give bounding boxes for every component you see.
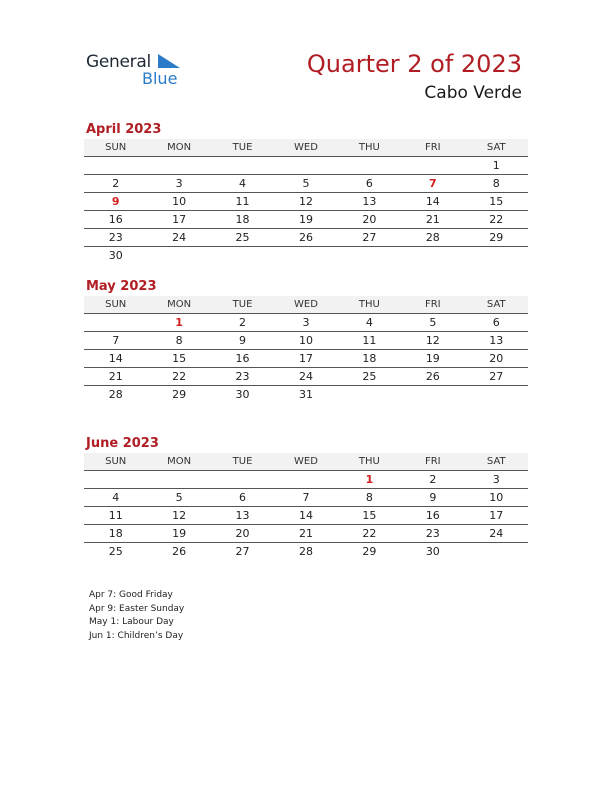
- week-row: [84, 368, 528, 386]
- weekday-label: MON: [147, 139, 210, 157]
- week-row: [84, 543, 528, 561]
- day-cell: 13: [338, 193, 401, 211]
- day-cell: 6: [338, 175, 401, 193]
- day-cell: 12: [274, 193, 337, 211]
- day-cell: 17: [465, 507, 528, 525]
- day-cell: 10: [274, 332, 337, 350]
- day-cell: 22: [338, 525, 401, 543]
- day-cell: 18: [338, 350, 401, 368]
- day-cell: 4: [84, 489, 147, 507]
- day-cell: 19: [147, 525, 210, 543]
- day-cell: [211, 157, 274, 175]
- weekday-label: FRI: [401, 453, 464, 471]
- weekday-label: TUE: [211, 453, 274, 471]
- day-cell: [465, 386, 528, 404]
- day-cell: 15: [465, 193, 528, 211]
- weekday-label: FRI: [401, 139, 464, 157]
- day-cell: 30: [235, 388, 250, 401]
- day-cell: 9: [84, 193, 147, 211]
- day-cell: 23: [84, 229, 147, 247]
- weekday-header-row: [84, 139, 528, 157]
- day-cell: [401, 157, 464, 175]
- day-cell: 18: [84, 525, 147, 543]
- day-cell: 27: [465, 368, 528, 386]
- weekday-label: TUE: [211, 296, 274, 314]
- week-row: [84, 229, 528, 247]
- day-cell: 2: [401, 471, 464, 489]
- calendar-table: [84, 296, 528, 403]
- day-cell: 19: [401, 350, 464, 368]
- day-cell: 24: [147, 229, 210, 247]
- weekday-label: SAT: [465, 139, 528, 157]
- holiday-note: Jun 1: Children’s Day: [89, 630, 184, 641]
- day-cell: 13: [211, 507, 274, 525]
- day-cell: [147, 247, 210, 265]
- day-cell: [84, 157, 147, 175]
- day-cell: [274, 471, 337, 489]
- day-cell: 20: [211, 525, 274, 543]
- day-cell: 27: [338, 229, 401, 247]
- day-cell: 9: [211, 332, 274, 350]
- week-row: [84, 211, 528, 229]
- day-cell: 1: [147, 314, 210, 332]
- day-cell: 25: [338, 368, 401, 386]
- day-cell: 16: [401, 507, 464, 525]
- day-cell: 25: [211, 229, 274, 247]
- calendar-table: [84, 453, 528, 560]
- weekday-label: WED: [274, 453, 337, 471]
- logo-triangle-icon: [158, 54, 180, 68]
- weekday-label: THU: [338, 139, 401, 157]
- weekday-label: SUN: [84, 296, 147, 314]
- quarter-title: Quarter 2 of 2023: [306, 50, 522, 78]
- generalblue-logo: [86, 52, 196, 92]
- calendar-table: [84, 139, 528, 264]
- day-cell: 25: [108, 545, 123, 558]
- day-cell: 20: [338, 211, 401, 229]
- day-cell: 4: [211, 175, 274, 193]
- weekday-label: THU: [338, 296, 401, 314]
- weekday-label: FRI: [401, 296, 464, 314]
- day-cell: 14: [274, 507, 337, 525]
- weekday-header-row: [84, 296, 528, 314]
- day-cell: 2: [211, 314, 274, 332]
- day-cell: 21: [274, 525, 337, 543]
- day-cell: 23: [401, 525, 464, 543]
- day-cell: 7: [274, 489, 337, 507]
- day-cell: 9: [401, 489, 464, 507]
- day-cell: 17: [274, 350, 337, 368]
- month-april: [84, 121, 528, 264]
- week-row: [84, 350, 528, 368]
- day-cell: 4: [338, 314, 401, 332]
- week-row: [84, 247, 528, 265]
- day-cell: [338, 247, 401, 265]
- day-cell: 7: [401, 175, 464, 193]
- day-cell: 23: [211, 368, 274, 386]
- day-cell: 10: [465, 489, 528, 507]
- day-cell: [465, 247, 528, 265]
- day-cell: 10: [147, 193, 210, 211]
- day-cell: 8: [338, 489, 401, 507]
- day-cell: 29: [362, 545, 377, 558]
- day-cell: 11: [338, 332, 401, 350]
- day-cell: [338, 157, 401, 175]
- day-cell: 5: [401, 314, 464, 332]
- week-row: [84, 314, 528, 332]
- weekday-label: SAT: [465, 453, 528, 471]
- day-cell: 3: [465, 471, 528, 489]
- day-cell: 5: [147, 489, 210, 507]
- day-cell: 1: [465, 157, 528, 175]
- day-cell: 30: [425, 545, 440, 558]
- week-row: [84, 507, 528, 525]
- day-cell: [84, 314, 147, 332]
- day-cell: 8: [465, 175, 528, 193]
- holiday-notes: [89, 589, 184, 643]
- weekday-label: WED: [274, 296, 337, 314]
- week-row: [84, 157, 528, 175]
- day-cell: 16: [84, 211, 147, 229]
- day-cell: 29: [465, 229, 528, 247]
- day-cell: 6: [211, 489, 274, 507]
- month-june: [84, 435, 528, 560]
- weekday-label: MON: [147, 453, 210, 471]
- day-cell: 17: [147, 211, 210, 229]
- day-cell: 18: [211, 211, 274, 229]
- day-cell: 22: [465, 211, 528, 229]
- day-cell: 5: [274, 175, 337, 193]
- day-cell: 15: [147, 350, 210, 368]
- day-cell: [465, 543, 528, 561]
- weekday-label: SUN: [84, 453, 147, 471]
- day-cell: 30: [108, 249, 123, 262]
- day-cell: 3: [274, 314, 337, 332]
- day-cell: 12: [401, 332, 464, 350]
- day-cell: [147, 157, 210, 175]
- day-cell: 26: [401, 368, 464, 386]
- logo-word-general: General: [86, 52, 151, 72]
- weekday-label: MON: [147, 296, 210, 314]
- day-cell: [338, 386, 401, 404]
- day-cell: 6: [465, 314, 528, 332]
- day-cell: 26: [274, 229, 337, 247]
- day-cell: 20: [465, 350, 528, 368]
- day-cell: 24: [274, 368, 337, 386]
- day-cell: 24: [465, 525, 528, 543]
- holiday-note: Apr 9: Easter Sunday: [89, 603, 185, 614]
- weekday-header-row: [84, 453, 528, 471]
- day-cell: [147, 471, 210, 489]
- day-cell: 11: [84, 507, 147, 525]
- day-cell: 21: [84, 368, 147, 386]
- week-row: [84, 489, 528, 507]
- day-cell: 14: [84, 350, 147, 368]
- week-row: [84, 332, 528, 350]
- day-cell: 27: [235, 545, 250, 558]
- week-row: [84, 386, 528, 404]
- weekday-label: WED: [274, 139, 337, 157]
- country-name: Cabo Verde: [424, 83, 522, 103]
- month-title: June 2023: [86, 436, 159, 451]
- holiday-note: May 1: Labour Day: [89, 617, 174, 627]
- day-cell: 8: [147, 332, 210, 350]
- day-cell: [211, 247, 274, 265]
- day-cell: 31: [298, 388, 313, 401]
- day-cell: 19: [274, 211, 337, 229]
- day-cell: 3: [147, 175, 210, 193]
- holiday-note: Apr 7: Good Friday: [89, 590, 173, 600]
- day-cell: 7: [84, 332, 147, 350]
- week-row: [84, 471, 528, 489]
- day-cell: 11: [211, 193, 274, 211]
- day-cell: 15: [338, 507, 401, 525]
- day-cell: 14: [401, 193, 464, 211]
- month-title: April 2023: [86, 122, 162, 137]
- day-cell: 28: [108, 388, 123, 401]
- day-cell: [401, 386, 464, 404]
- day-cell: [274, 247, 337, 265]
- weekday-label: THU: [338, 453, 401, 471]
- day-cell: 12: [147, 507, 210, 525]
- day-cell: 21: [401, 211, 464, 229]
- day-cell: 2: [84, 175, 147, 193]
- day-cell: 22: [147, 368, 210, 386]
- month-may: [84, 278, 528, 403]
- weekday-label: TUE: [211, 139, 274, 157]
- week-row: [84, 193, 528, 211]
- day-cell: 1: [338, 471, 401, 489]
- weekday-label: SUN: [84, 139, 147, 157]
- day-cell: 28: [298, 545, 313, 558]
- day-cell: 26: [172, 545, 187, 558]
- weekday-label: SAT: [465, 296, 528, 314]
- day-cell: 29: [172, 388, 187, 401]
- day-cell: 13: [465, 332, 528, 350]
- day-cell: [211, 471, 274, 489]
- week-row: [84, 175, 528, 193]
- day-cell: 28: [401, 229, 464, 247]
- day-cell: [401, 247, 464, 265]
- day-cell: [84, 471, 147, 489]
- week-row: [84, 525, 528, 543]
- day-cell: [274, 157, 337, 175]
- month-title: May 2023: [86, 279, 157, 294]
- logo-word-blue: Blue: [142, 69, 178, 88]
- day-cell: 16: [211, 350, 274, 368]
